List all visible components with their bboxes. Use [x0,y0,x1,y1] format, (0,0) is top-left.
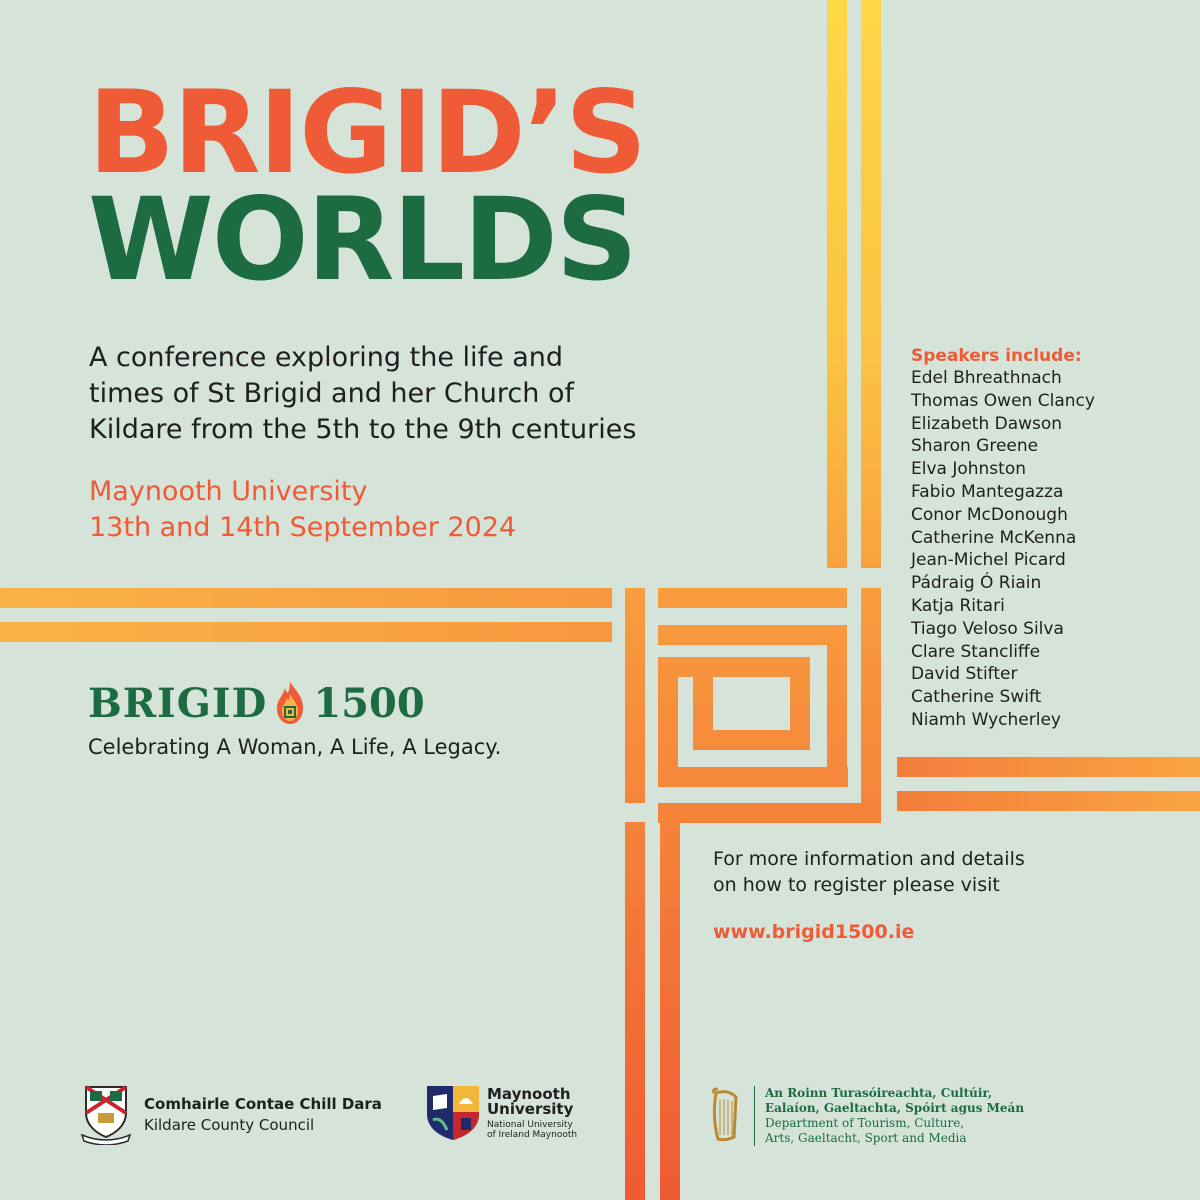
website-link[interactable]: www.brigid1500.ie [713,921,915,943]
mu-name-line-2: University [487,1099,574,1118]
cross-bar [625,822,645,1200]
cross-weave [713,730,810,750]
dept-name-irish-1: An Roinn Turasóireachta, Cultúir, [765,1086,993,1100]
venue-place: Maynooth University [89,476,368,507]
kildare-county-council-logo [80,1083,382,1145]
speaker-name: Niamh Wycherley [911,709,1061,730]
harp-icon [708,1087,742,1145]
brigid-1500-number: 1500 [313,679,425,727]
speakers-list [911,345,1151,732]
description-line: Kildare from the 5th to the 9th centuries [89,414,637,445]
cross-weave [693,677,713,750]
cross-bar [0,622,612,642]
speakers-heading: Speakers include: [911,346,1082,366]
dept-name-irish-2: Ealaíon, Gaeltachta, Spóirt agus Meán [765,1101,1025,1115]
title-line-1: BRIGID’S [88,66,646,199]
brigid-1500-tagline: Celebrating A Woman, A Life, A Legacy. [88,735,502,759]
title-line-2: WORLDS [88,173,636,306]
cross-weave [658,803,881,823]
cross-weave [678,767,848,787]
venue-dates: 13th and 14th September 2024 [89,512,517,543]
speaker-name: Jean-Michel Picard [911,550,1066,571]
speaker-name: Catherine Swift [911,687,1042,708]
cross-bar [827,0,847,568]
brigid-1500-word: BRIGID [88,679,268,727]
cross-weave [861,588,881,803]
speaker-name: Fabio Mantegazza [911,481,1064,502]
kcc-name-irish: Comhairle Contae Chill Dara [144,1094,382,1113]
cross-weave [658,588,847,608]
speaker-name: Katja Ritari [911,595,1005,616]
kcc-name-english: Kildare County Council [144,1115,315,1134]
speaker-name: Catherine McKenna [911,527,1077,548]
dept-name-english-2: Arts, Gaeltacht, Sport and Media [765,1131,967,1145]
coat-of-arms-icon [80,1083,132,1145]
speaker-name: David Stifter [911,664,1018,685]
cross-weave [658,677,678,787]
register-info [713,846,1133,898]
description-line: times of St Brigid and her Church of [89,378,574,409]
mu-sub-line-2: of Ireland Maynooth [487,1129,578,1140]
speaker-name: Clare Stancliffe [911,641,1041,662]
dept-name-english-1: Department of Tourism, Culture, [765,1116,965,1130]
maynooth-university-logo [425,1084,577,1142]
speaker-name: Edel Bhreathnach [911,368,1062,388]
cross-bar [897,791,1200,811]
speaker-name: Elva Johnston [911,459,1027,480]
speaker-name: Elizabeth Dawson [911,413,1063,434]
speaker-name: Tiago Veloso Silva [911,618,1064,639]
speaker-name: Thomas Owen Clancy [911,390,1095,411]
cross-weave [827,645,847,767]
university-crest-icon [425,1084,481,1142]
cross-weave [658,625,847,645]
department-tourism-logo [708,1086,1024,1146]
cross-weave [658,657,810,677]
speaker-name: Sharon Greene [911,436,1039,457]
cross-bar [0,588,612,608]
mu-name-line-1: Maynooth [487,1084,571,1103]
brigid-1500-logo [88,678,425,728]
flame-icon [273,680,307,726]
info-line: For more information and details [713,848,1025,870]
mu-sub-line-1: National University [487,1119,573,1130]
description-line: A conference exploring the life and [89,342,564,373]
cross-weave [625,588,645,803]
venue-block [89,474,516,546]
cross-bar [660,822,680,1200]
speaker-name: Pádraig Ó Riain [911,573,1042,594]
conference-description [89,340,789,448]
speaker-name: Conor McDonough [911,504,1068,525]
info-line: on how to register please visit [713,874,1000,896]
cross-bar [897,757,1200,777]
cross-bar [861,0,881,568]
